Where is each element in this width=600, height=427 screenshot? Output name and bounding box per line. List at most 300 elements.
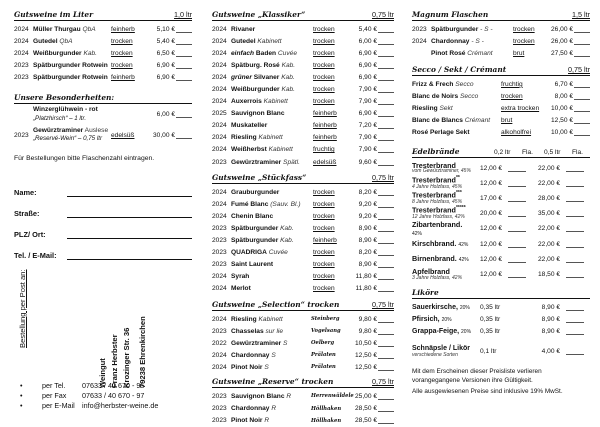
quantity-field[interactable] [378, 273, 394, 280]
name-extra: Kab. [280, 237, 294, 245]
year: 2022 [212, 339, 227, 347]
bullet-icon: • [20, 380, 23, 390]
taste: feinherb [111, 25, 135, 33]
order-form [14, 176, 192, 260]
section-title: Gutsweine „Selection“ trocken [212, 299, 340, 309]
quantity-field[interactable] [566, 256, 584, 263]
table-row [212, 235, 394, 247]
name-main: Rosé Perlage Sekt [412, 129, 470, 137]
year: 2023 [212, 249, 227, 257]
quantity-field[interactable] [566, 195, 584, 202]
year: 2023 [212, 224, 227, 232]
description: 3 Jahre Holzfass, 42% [412, 274, 463, 281]
section-title: Edelbrände [412, 146, 460, 156]
wine-name [231, 417, 311, 424]
table-row [412, 206, 590, 221]
vineyard: Oelberg [311, 340, 335, 347]
name-extra: - S - [471, 37, 484, 45]
quantity-field[interactable] [508, 210, 526, 217]
year: 2024 [14, 37, 29, 45]
footer-vat: Alle ausgewiesenen Preise sind inklusive 19% MwSt. [412, 388, 563, 396]
column-header: Fla. [522, 148, 533, 156]
price: 9,80 € [358, 327, 377, 335]
wine-name [33, 74, 111, 81]
list-item [14, 127, 192, 143]
quantity-field[interactable] [378, 98, 394, 105]
wine-name [231, 352, 311, 359]
name-extra: Kab. [281, 86, 296, 94]
year: 2023 [212, 237, 227, 245]
section-unit: 0,75 ltr [372, 10, 394, 19]
section-unit: 0,75 ltr [372, 299, 394, 309]
name-main: Müller Thurgau [33, 25, 81, 33]
wine-name [33, 62, 111, 69]
order-note: Für Bestellungen bitte Flaschenzahl eintragen. [14, 155, 155, 163]
year: 2024 [212, 86, 227, 94]
name-main: Tresterbrand [412, 205, 456, 215]
price: 27,50 € [551, 49, 573, 57]
price: 8,90 € [541, 327, 560, 335]
name-extra: Crémant [467, 49, 493, 57]
quantity-field[interactable] [378, 201, 394, 208]
table-row [212, 283, 394, 295]
year: 2024 [212, 25, 227, 33]
section-liter [14, 10, 192, 83]
year: 2023 [212, 158, 227, 166]
price: 12,50 € [355, 351, 377, 359]
section-unit: 1,5 ltr [572, 10, 590, 19]
price: 28,50 € [355, 405, 377, 413]
quantity-field[interactable] [574, 105, 590, 112]
quantity-field[interactable] [508, 271, 526, 278]
name-extra: QbA [82, 25, 96, 33]
alcohol: 42% [458, 242, 469, 249]
quantity-field[interactable] [566, 316, 584, 323]
quantity-field[interactable] [176, 50, 192, 57]
quantity-field[interactable] [574, 117, 590, 124]
table-row [212, 361, 394, 373]
section-likoere [412, 288, 590, 360]
wine-name [231, 213, 313, 220]
wine-name [231, 405, 311, 412]
section-header [212, 173, 394, 184]
table-row [212, 349, 394, 361]
taste: trocken [313, 37, 335, 45]
alcohol: 20% [459, 304, 470, 311]
name-main: Riesling [231, 134, 257, 142]
year: 2023 [212, 417, 227, 425]
price: 8,90 € [541, 315, 560, 323]
name-main: Chardonnay [231, 351, 270, 359]
price: 6,90 € [358, 61, 377, 69]
column-header: Fla. [572, 148, 583, 156]
section-header [412, 147, 590, 158]
price: 10,50 € [355, 339, 377, 347]
volume: 0,35 ltr [480, 315, 501, 323]
section-title: Secco / Sekt / Crémant [412, 65, 507, 75]
quantity-field[interactable] [566, 180, 584, 187]
table-row [212, 313, 394, 325]
brand-name [412, 268, 474, 281]
quantity-field[interactable] [574, 81, 590, 88]
table-row [212, 186, 394, 198]
name-main: Blanc de Noirs [412, 92, 459, 100]
vineyard: Herrenwäldele [311, 393, 354, 400]
taste: trocken [313, 200, 335, 208]
section-title: Gutsweine „Klassiker“ [212, 10, 306, 19]
table-row [212, 83, 394, 95]
taste: feinherb [313, 134, 337, 142]
price-large: 28,00 € [538, 194, 560, 202]
name-extra: sur lie [265, 327, 284, 335]
quantity-field[interactable] [574, 129, 590, 136]
section-header [212, 10, 394, 21]
wine-name [231, 189, 313, 196]
contact-type: per E-Mail [42, 400, 75, 410]
wine-name [231, 225, 313, 232]
year: 2024 [212, 188, 227, 196]
wine-name [231, 134, 313, 141]
name-label: Name: [14, 188, 37, 198]
name-main: QUADRIGA [231, 249, 267, 257]
name-main: Rivaner [231, 25, 256, 33]
price-large: 22,00 € [538, 225, 560, 233]
name-main: Blanc de Blancs [412, 117, 463, 125]
quantity-field[interactable] [176, 62, 192, 69]
wine-name [431, 38, 513, 45]
alcohol: 42% [412, 230, 423, 237]
vineyard: Steinberg [311, 316, 340, 323]
table-row [14, 35, 192, 47]
name-main: Tresterbrand [412, 190, 456, 200]
quantity-field[interactable] [508, 241, 526, 248]
quantity-field[interactable] [508, 165, 526, 172]
quantity-field[interactable] [508, 256, 526, 263]
quantity-field[interactable] [176, 38, 192, 45]
wine-name [231, 159, 313, 166]
quantity-field[interactable] [378, 189, 394, 196]
wine-name [231, 249, 313, 256]
quantity-field[interactable] [566, 304, 584, 311]
quantity-field[interactable] [508, 195, 526, 202]
vineyard: Prälaten [311, 352, 336, 359]
name-main: Sauvignon Blanc [231, 110, 285, 118]
table-row [412, 78, 590, 90]
quantity-field[interactable] [566, 210, 584, 217]
name-main: Spätburgunder [231, 224, 279, 232]
table-row [412, 342, 590, 360]
street-label: Straße: [14, 209, 40, 219]
quantity-field[interactable] [566, 165, 584, 172]
quantity-field[interactable] [378, 146, 394, 153]
wine-name [231, 328, 311, 335]
brand-name [412, 206, 474, 220]
wine-name [231, 38, 313, 45]
volume: 0,35 ltr [480, 303, 501, 311]
name-extra: Kabinett [258, 315, 283, 323]
name-extra: Kabinett [268, 146, 293, 154]
name-main: Gutedel [231, 37, 256, 45]
section-edelbraende [412, 147, 590, 282]
table-row [212, 23, 394, 35]
name-main: Spätburgunder [231, 237, 279, 245]
wine-list [212, 186, 394, 295]
price: 9,20 € [358, 212, 377, 220]
price: 8,90 € [541, 303, 560, 311]
wine-list [412, 23, 590, 59]
year: 2024 [212, 285, 227, 293]
name-extra: R [286, 392, 292, 400]
price: 7,90 € [358, 146, 377, 154]
wine-name [231, 62, 313, 69]
price-large: 22,00 € [538, 179, 560, 187]
quantity-field[interactable] [378, 417, 394, 424]
brand-name [412, 240, 474, 249]
name-extra: Kabinett [263, 98, 288, 106]
quantity-field[interactable] [378, 261, 394, 268]
quantity-field[interactable] [508, 180, 526, 187]
price: 8,90 € [358, 237, 377, 245]
year: 2023 [14, 131, 29, 139]
name-main: Muskateller [231, 122, 268, 130]
brand-name [412, 221, 474, 237]
taste: feinherb [313, 110, 337, 118]
price: 12,50 € [551, 117, 573, 125]
table-row [412, 191, 590, 206]
column-header: 0,5 ltr [544, 148, 561, 156]
quantity-field[interactable] [378, 364, 394, 371]
taste: trocken [313, 73, 335, 81]
quantity-field[interactable] [378, 134, 394, 141]
table-row [412, 176, 590, 191]
wine-name [231, 273, 313, 280]
table-row [212, 71, 394, 83]
name-extra: QbA [59, 37, 73, 45]
year: 2024 [14, 49, 29, 57]
quantity-field[interactable] [378, 249, 394, 256]
year: 2024 [212, 315, 227, 323]
quantity-field[interactable] [176, 111, 192, 118]
city-field[interactable] [67, 229, 192, 239]
quantity-field[interactable] [566, 271, 584, 278]
table-row [412, 161, 590, 176]
taste: trocken [111, 49, 133, 57]
quantity-field[interactable] [378, 50, 394, 57]
year: 2023 [14, 61, 29, 69]
price: 5,40 € [358, 25, 377, 33]
contact-item [14, 390, 192, 400]
section-unit: 0,75 ltr [372, 173, 394, 183]
stars: *** [455, 190, 462, 197]
table-row [412, 102, 590, 114]
taste: trocken [313, 261, 335, 269]
wine-list [14, 23, 192, 83]
year: 2023 [14, 73, 29, 81]
quantity-field[interactable] [508, 225, 526, 232]
wine-name [231, 201, 313, 208]
fax-number[interactable]: 07633 / 40 670 - 97 [82, 390, 145, 400]
price-large: 22,00 € [538, 164, 560, 172]
name-prefix: einfach [231, 49, 256, 57]
quantity-field[interactable] [378, 340, 394, 347]
wine-list [212, 390, 394, 426]
wine-name [231, 364, 311, 371]
quantity-field[interactable] [574, 38, 590, 45]
taste: edelsüß [111, 131, 135, 139]
contact-item [14, 400, 192, 410]
vineyard: Vogelsang [311, 328, 341, 335]
year: 2024 [412, 37, 427, 45]
wine-name [33, 38, 111, 45]
price-small: 12,00 € [480, 271, 502, 279]
year: 2025 [212, 110, 227, 118]
name-main: Schnäpsle / Likör [412, 344, 470, 352]
quantity-field[interactable] [378, 110, 394, 117]
likoer-list [412, 301, 590, 360]
name-main: Kirschbrand. [412, 239, 457, 249]
name-main: Merlot [231, 285, 251, 293]
price: 10,00 € [551, 129, 573, 137]
price: 28,50 € [355, 417, 377, 425]
list-item [14, 106, 192, 122]
table-row [212, 144, 394, 156]
quantity-field[interactable] [378, 352, 394, 359]
price: 6,90 € [156, 61, 175, 69]
name-field[interactable] [67, 187, 192, 197]
price: 9,20 € [358, 200, 377, 208]
wine-name [231, 98, 313, 105]
name-main: Chardonnay [431, 37, 470, 45]
price: 6,50 € [156, 49, 175, 57]
quantity-field[interactable] [566, 328, 584, 335]
name-main: Silvaner [253, 73, 280, 81]
price: 10,00 € [551, 105, 573, 113]
street-field[interactable] [67, 208, 192, 218]
alcohol: 42% [458, 257, 469, 264]
quantity-field[interactable] [378, 26, 394, 33]
price: 11,80 € [355, 273, 377, 281]
name-main: Baden [255, 49, 277, 57]
price-large: 35,00 € [538, 209, 560, 217]
name-main: Weißburgunder [231, 86, 280, 94]
price: 8,00 € [554, 92, 573, 100]
table-row [412, 325, 590, 337]
address-line: Krozinger Str. 36 [122, 328, 131, 389]
name-main: Saint Laurent [231, 261, 274, 269]
year: 2023 [212, 405, 227, 413]
name-extra: R [264, 417, 270, 425]
price: 7,90 € [358, 98, 377, 106]
description: 8 Jahre Holzfass, 45% [412, 198, 463, 205]
quantity-field[interactable] [574, 50, 590, 57]
quantity-field[interactable] [378, 86, 394, 93]
quantity-field[interactable] [378, 237, 394, 244]
price-small: 20,00 € [480, 209, 502, 217]
quantity-field[interactable] [378, 328, 394, 335]
quantity-field[interactable] [176, 26, 192, 33]
year: 2024 [212, 363, 227, 371]
name-extra: Kab. [281, 73, 295, 81]
table-row [412, 90, 590, 102]
table-row [412, 115, 590, 127]
quantity-field[interactable] [566, 241, 584, 248]
quantity-field[interactable] [378, 213, 394, 220]
contact-label: Tel. / E-Mail: [14, 251, 57, 261]
name-main: Pinot Noir [231, 363, 263, 371]
year: 2024 [212, 134, 227, 142]
quantity-field[interactable] [378, 405, 394, 412]
table-row [412, 252, 590, 267]
name-extra: Secco [455, 80, 474, 88]
likoer-name [412, 328, 480, 335]
address-line: 79238 Ehrenkirchen [138, 316, 147, 389]
year: 2024 [212, 37, 227, 45]
section-header [412, 288, 590, 299]
quantity-field[interactable] [574, 93, 590, 100]
quantity-field[interactable] [378, 38, 394, 45]
price: 8,20 € [358, 188, 377, 196]
table-row [14, 71, 192, 83]
taste: trocken [313, 49, 335, 57]
contact-field[interactable] [67, 250, 192, 260]
quantity-field[interactable] [378, 122, 394, 129]
post-label: Bestellung per Post an: [18, 269, 27, 349]
column-left [14, 0, 192, 410]
price-small: 12,00 € [480, 164, 502, 172]
table-row [14, 59, 192, 71]
quantity-field[interactable] [378, 62, 394, 69]
price: 26,00 € [551, 25, 573, 33]
name-extra: S [271, 351, 276, 359]
quantity-field[interactable] [566, 348, 584, 355]
quantity-field[interactable] [566, 225, 584, 232]
section-header [14, 10, 192, 21]
name-main: Pfirsich, [412, 315, 440, 323]
quantity-field[interactable] [176, 74, 192, 81]
quantity-field[interactable] [176, 132, 192, 139]
quantity-field[interactable] [378, 285, 394, 292]
brand-name [412, 162, 474, 175]
email-link[interactable]: info@herbster-weine.de [82, 400, 159, 410]
section-title: Liköre [412, 288, 439, 298]
year: 2024 [212, 61, 227, 69]
name-extra: Kab. [280, 224, 294, 232]
wine-name [231, 74, 313, 81]
phone-number[interactable]: 07633 / 40 670 - 95 [82, 380, 145, 390]
section-title: Gutsweine im Liter [14, 10, 93, 19]
wine-name [231, 86, 313, 93]
price: 6,70 € [554, 80, 573, 88]
wine-name [231, 316, 311, 323]
wine-name [231, 285, 313, 292]
column-header: 0,2 ltr [494, 148, 511, 156]
table-row [212, 325, 394, 337]
table-row [212, 403, 394, 415]
quantity-field[interactable] [378, 74, 394, 81]
name-main: Chasselas [231, 327, 264, 335]
quantity-field[interactable] [378, 159, 394, 166]
quantity-field[interactable] [378, 393, 394, 400]
quantity-field[interactable] [574, 26, 590, 33]
wine-name [231, 110, 313, 117]
taste: trocken [313, 249, 335, 257]
quantity-field[interactable] [378, 316, 394, 323]
wine-name [231, 26, 313, 33]
wine-name [33, 50, 111, 57]
quantity-field[interactable] [378, 225, 394, 232]
stars: ***** [455, 205, 466, 212]
table-row [212, 210, 394, 222]
